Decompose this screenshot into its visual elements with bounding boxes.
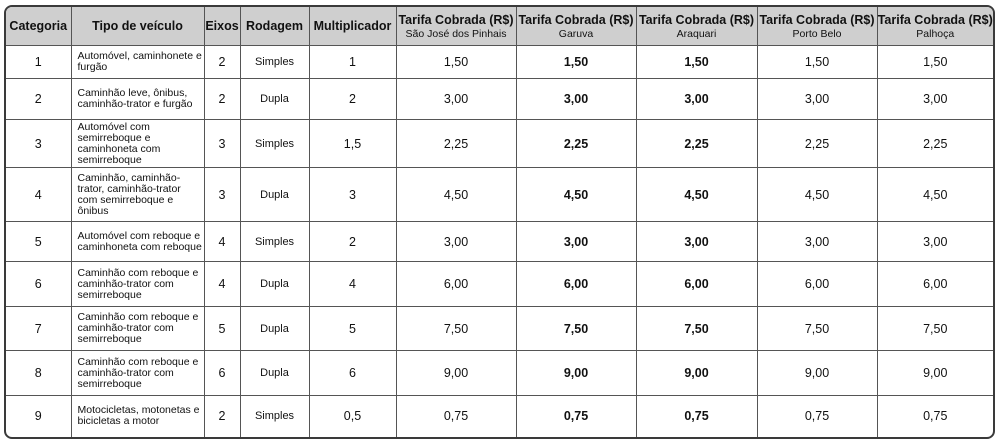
tarifa-cell: 6,00 xyxy=(396,262,516,307)
tipo-veiculo-cell: Automóvel com semirreboque e caminhoneta com semirreboque xyxy=(71,119,204,168)
header-place: São José dos Pinhais xyxy=(405,27,507,40)
tarifa-cell: 6,00 xyxy=(636,262,757,307)
tarifa-cell: 9,00 xyxy=(877,351,993,396)
tarifa-cell: 3,00 xyxy=(636,221,757,261)
multiplicador-cell: 1 xyxy=(309,46,396,79)
header-rodagem: Rodagem xyxy=(240,7,309,46)
header-categoria: Categoria xyxy=(6,7,71,46)
eixos-cell: 6 xyxy=(204,351,240,396)
table-row xyxy=(6,46,993,79)
tipo-veiculo-cell: Caminhão com reboque e caminhão-trator com semirreboque xyxy=(71,262,204,307)
tarifa-cell: 0,75 xyxy=(636,395,757,437)
header-tarifa-label: Tarifa Cobrada (R$) xyxy=(518,12,634,27)
header-tarifa-label: Tarifa Cobrada (R$) xyxy=(877,12,993,27)
rodagem-cell: Dupla xyxy=(240,306,309,351)
table-row xyxy=(6,168,993,222)
header-place: Araquari xyxy=(676,27,717,40)
tarifa-cell: 4,50 xyxy=(396,168,516,222)
header-tarifa-porto-belo xyxy=(757,7,877,46)
tarifa-cell: 4,50 xyxy=(877,168,993,222)
toll-table-frame xyxy=(4,5,995,439)
header-tarifa-sao-jose xyxy=(396,7,516,46)
tipo-veiculo-cell: Motocicletas, motonetas e bicicletas a motor xyxy=(71,395,204,437)
tarifa-cell: 3,00 xyxy=(757,79,877,119)
tarifa-cell: 7,50 xyxy=(757,306,877,351)
tipo-veiculo-cell: Automóvel com reboque e caminhoneta com reboque xyxy=(71,221,204,261)
categoria-cell: 3 xyxy=(6,119,71,168)
multiplicador-cell: 5 xyxy=(309,306,396,351)
rodagem-cell: Dupla xyxy=(240,168,309,222)
tarifa-cell: 3,00 xyxy=(877,79,993,119)
rodagem-cell: Simples xyxy=(240,221,309,261)
tarifa-cell: 9,00 xyxy=(516,351,636,396)
eixos-cell: 4 xyxy=(204,221,240,261)
tarifa-cell: 2,25 xyxy=(516,119,636,168)
tarifa-cell: 4,50 xyxy=(757,168,877,222)
header-tarifa-label: Tarifa Cobrada (R$) xyxy=(638,12,755,27)
rodagem-cell: Simples xyxy=(240,46,309,79)
tarifa-cell: 2,25 xyxy=(877,119,993,168)
categoria-cell: 9 xyxy=(6,395,71,437)
tarifa-cell: 0,75 xyxy=(516,395,636,437)
tipo-veiculo-cell: Caminhão com reboque e caminhão-trator com semirreboque xyxy=(71,351,204,396)
tarifa-cell: 6,00 xyxy=(757,262,877,307)
header-multiplicador: Multiplicador xyxy=(309,7,396,46)
tarifa-cell: 2,25 xyxy=(636,119,757,168)
toll-rates-table xyxy=(6,7,993,437)
tarifa-cell: 9,00 xyxy=(396,351,516,396)
tarifa-cell: 7,50 xyxy=(636,306,757,351)
tipo-veiculo-cell: Automóvel, caminhonete e furgão xyxy=(71,46,204,79)
header-row xyxy=(6,7,993,46)
eixos-cell: 2 xyxy=(204,79,240,119)
rodagem-cell: Dupla xyxy=(240,351,309,396)
rodagem-cell: Dupla xyxy=(240,79,309,119)
rodagem-cell: Dupla xyxy=(240,262,309,307)
categoria-cell: 4 xyxy=(6,168,71,222)
tarifa-cell: 1,50 xyxy=(396,46,516,79)
rodagem-cell: Simples xyxy=(240,119,309,168)
multiplicador-cell: 2 xyxy=(309,79,396,119)
tarifa-cell: 7,50 xyxy=(516,306,636,351)
tarifa-cell: 2,25 xyxy=(757,119,877,168)
header-tarifa-label: Tarifa Cobrada (R$) xyxy=(398,12,514,27)
eixos-cell: 3 xyxy=(204,168,240,222)
tarifa-cell: 1,50 xyxy=(516,46,636,79)
tarifa-cell: 0,75 xyxy=(757,395,877,437)
eixos-cell: 5 xyxy=(204,306,240,351)
tarifa-cell: 1,50 xyxy=(877,46,993,79)
table-row xyxy=(6,262,993,307)
tarifa-cell: 3,00 xyxy=(396,221,516,261)
header-place: Garuva xyxy=(558,27,594,40)
categoria-cell: 6 xyxy=(6,262,71,307)
table-body xyxy=(6,46,993,438)
header-tarifa-palhoca xyxy=(877,7,993,46)
tarifa-cell: 4,50 xyxy=(636,168,757,222)
tarifa-cell: 6,00 xyxy=(877,262,993,307)
multiplicador-cell: 2 xyxy=(309,221,396,261)
table-row xyxy=(6,79,993,119)
header-tipo-veiculo: Tipo de veículo xyxy=(71,7,204,46)
tarifa-cell: 0,75 xyxy=(877,395,993,437)
categoria-cell: 2 xyxy=(6,79,71,119)
header-place: Palhoça xyxy=(916,27,955,40)
tarifa-cell: 3,00 xyxy=(396,79,516,119)
header-place: Porto Belo xyxy=(792,27,842,40)
tarifa-cell: 3,00 xyxy=(757,221,877,261)
tarifa-cell: 1,50 xyxy=(757,46,877,79)
table-row xyxy=(6,306,993,351)
tipo-veiculo-cell: Caminhão, caminhão-trator, caminhão-trator com semirreboque e ônibus xyxy=(71,168,204,222)
header-tarifa-garuva xyxy=(516,7,636,46)
multiplicador-cell: 0,5 xyxy=(309,395,396,437)
tarifa-cell: 9,00 xyxy=(636,351,757,396)
tarifa-cell: 9,00 xyxy=(757,351,877,396)
eixos-cell: 3 xyxy=(204,119,240,168)
tarifa-cell: 1,50 xyxy=(636,46,757,79)
tarifa-cell: 7,50 xyxy=(877,306,993,351)
multiplicador-cell: 4 xyxy=(309,262,396,307)
tarifa-cell: 3,00 xyxy=(877,221,993,261)
eixos-cell: 4 xyxy=(204,262,240,307)
multiplicador-cell: 3 xyxy=(309,168,396,222)
tarifa-cell: 3,00 xyxy=(516,79,636,119)
multiplicador-cell: 6 xyxy=(309,351,396,396)
multiplicador-cell: 1,5 xyxy=(309,119,396,168)
header-tarifa-label: Tarifa Cobrada (R$) xyxy=(759,12,875,27)
eixos-cell: 2 xyxy=(204,46,240,79)
tipo-veiculo-cell: Caminhão leve, ônibus, caminhão-trator e furgão xyxy=(71,79,204,119)
tarifa-cell: 7,50 xyxy=(396,306,516,351)
tarifa-cell: 4,50 xyxy=(516,168,636,222)
table-row xyxy=(6,351,993,396)
categoria-cell: 8 xyxy=(6,351,71,396)
categoria-cell: 5 xyxy=(6,221,71,261)
categoria-cell: 7 xyxy=(6,306,71,351)
tarifa-cell: 3,00 xyxy=(516,221,636,261)
tipo-veiculo-cell: Caminhão com reboque e caminhão-trator com semirreboque xyxy=(71,306,204,351)
header-eixos: Eixos xyxy=(204,7,240,46)
table-row xyxy=(6,221,993,261)
tarifa-cell: 3,00 xyxy=(636,79,757,119)
tarifa-cell: 0,75 xyxy=(396,395,516,437)
tarifa-cell: 6,00 xyxy=(516,262,636,307)
rodagem-cell: Simples xyxy=(240,395,309,437)
eixos-cell: 2 xyxy=(204,395,240,437)
header-tarifa-araquari xyxy=(636,7,757,46)
table-row xyxy=(6,395,993,437)
table-row xyxy=(6,119,993,168)
categoria-cell: 1 xyxy=(6,46,71,79)
tarifa-cell: 2,25 xyxy=(396,119,516,168)
